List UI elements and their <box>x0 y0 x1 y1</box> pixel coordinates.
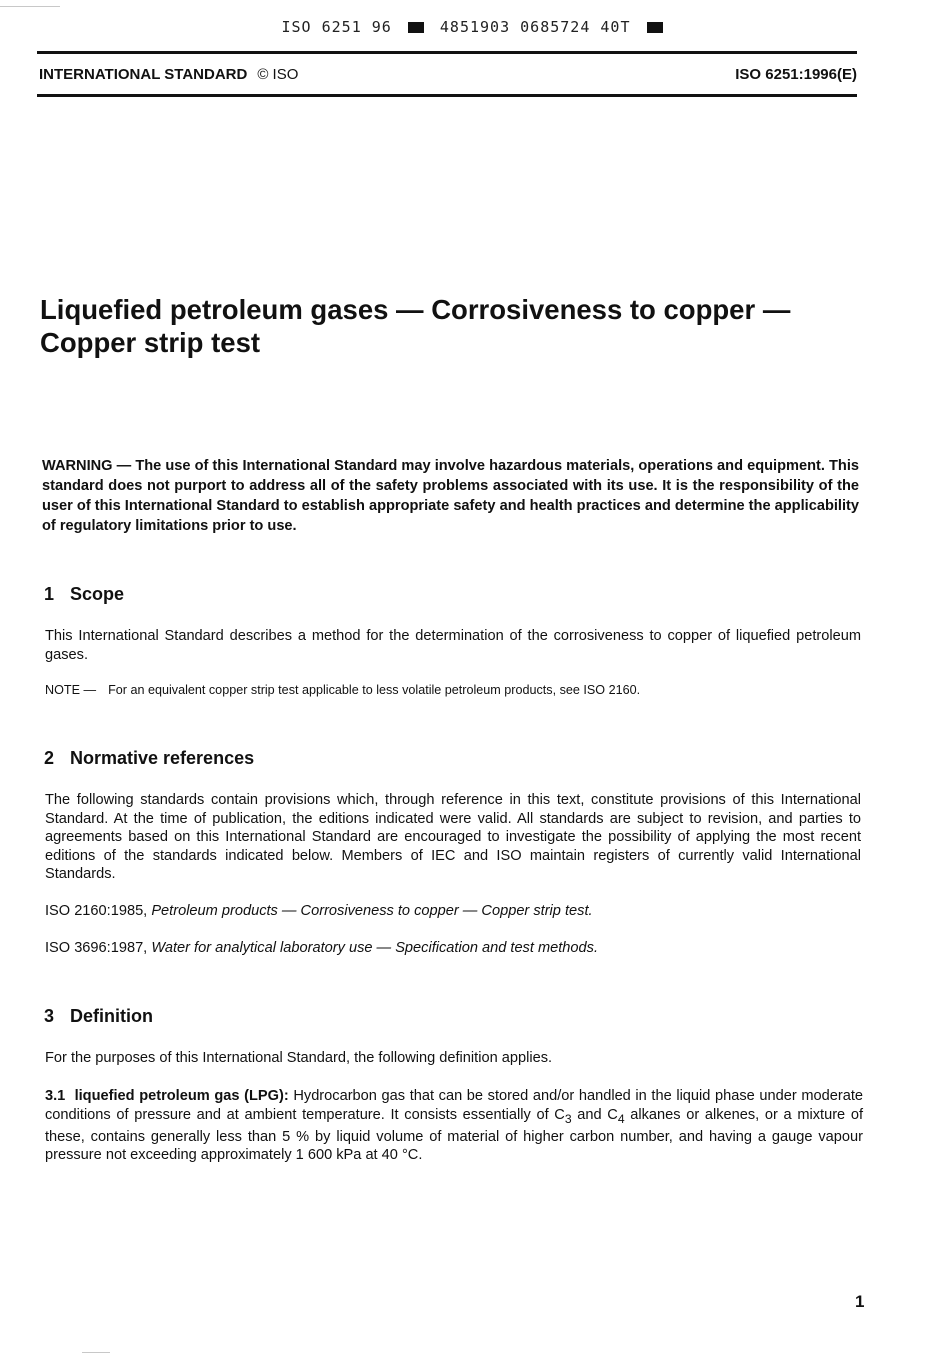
definition-number: 3.1 <box>45 1088 66 1104</box>
scan-code <box>0 18 950 36</box>
scan-code-part2: 4851903 0685724 40T <box>439 18 631 36</box>
reference-code: ISO 3696:1987, <box>45 940 148 956</box>
section-title: Scope <box>70 584 125 604</box>
page-header <box>39 66 857 83</box>
definition-text-2: alkanes or alkenes, or a mixture of these, contains generally less than 5 % by liquid volume of material of higher carbon number, and having a gauge vapour pressure not exceeding approximately 1 600 kPa at 40 °C. <box>45 1106 864 1164</box>
header-left <box>39 66 298 83</box>
note-label: NOTE — <box>45 683 97 697</box>
note-text: For an equivalent copper strip test applicable to less volatile petroleum products, see ISO 2160. <box>108 683 641 697</box>
warning-paragraph <box>42 456 859 536</box>
definition-item <box>45 1087 863 1165</box>
reference-item <box>45 902 861 921</box>
warning-label: WARNING — <box>42 458 132 474</box>
header-rule-top <box>37 51 857 54</box>
section-heading-scope <box>44 584 124 605</box>
title-line-1: Liquefied petroleum gases — Corrosiveness to copper — <box>40 294 791 325</box>
subscript: 3 <box>564 1111 572 1126</box>
scan-mark-top <box>0 6 60 7</box>
section-heading-definition <box>44 1006 153 1027</box>
definition-text-and: and C <box>571 1106 618 1123</box>
normative-paragraph: The following standards contain provisions which, through reference in this text, constitute provisions of this International Standard. At the time of publication, the editions indicated were valid. All standards are subject to revision, and parties to agreements based on this International Standard are encouraged to investigate the possibility of applying the most recent editions of the standards indicated below. Members of IEC and ISO maintain registers of currently valid International Standards. <box>45 792 861 882</box>
page-title <box>40 293 840 359</box>
definition-intro: For the purposes of this International Standard, the following definition applies. <box>45 1050 553 1066</box>
scope-paragraph: This International Standard describes a method for the determination of the corrosiveness to copper of liquefied petroleum gases. <box>45 628 861 663</box>
reference-code: ISO 2160:1985, <box>45 903 148 919</box>
black-block-icon <box>647 22 663 33</box>
definition-text-1: Hydrocarbon gas that can be stored and/or handled in the liquid phase under moderate conditions of pressure and at ambient temperature. It consists essentially of C <box>45 1088 864 1123</box>
section-number: 2 <box>44 748 55 768</box>
reference-item <box>45 939 861 958</box>
header-doc-id: ISO 6251:1996(E) <box>735 66 857 83</box>
header-rule-bottom <box>37 94 857 97</box>
reference-title: Water for analytical laboratory use — Specification and test methods. <box>151 940 598 956</box>
section-title: Normative references <box>70 748 255 768</box>
scope-note <box>45 683 861 697</box>
page-number: 1 <box>855 1292 865 1311</box>
title-line-2: Copper strip test <box>40 327 261 358</box>
section-heading-normative-references <box>44 748 254 769</box>
section-number: 1 <box>44 584 55 604</box>
black-block-icon <box>408 22 424 33</box>
scan-code-part1: ISO 6251 96 <box>281 18 392 36</box>
section-title: Definition <box>70 1006 153 1026</box>
subscript: 4 <box>617 1111 625 1126</box>
header-label: INTERNATIONAL STANDARD <box>39 66 248 83</box>
scan-mark-bottom <box>82 1352 110 1353</box>
section-number: 3 <box>44 1006 55 1026</box>
warning-text: The use of this International Standard may involve hazardous materials, operations and equipment. This standard does not purport to address all of the safety problems associated with its use. It is the responsibility of the user of this International Standard to establish appropriate safety and health practices and determine the applicability of regulatory limitations prior to use. <box>42 458 859 534</box>
reference-title: Petroleum products — Corrosiveness to copper — Copper strip test. <box>151 903 593 919</box>
header-copyright: © ISO <box>257 66 299 83</box>
definition-term: liquefied petroleum gas (LPG): <box>74 1088 289 1104</box>
